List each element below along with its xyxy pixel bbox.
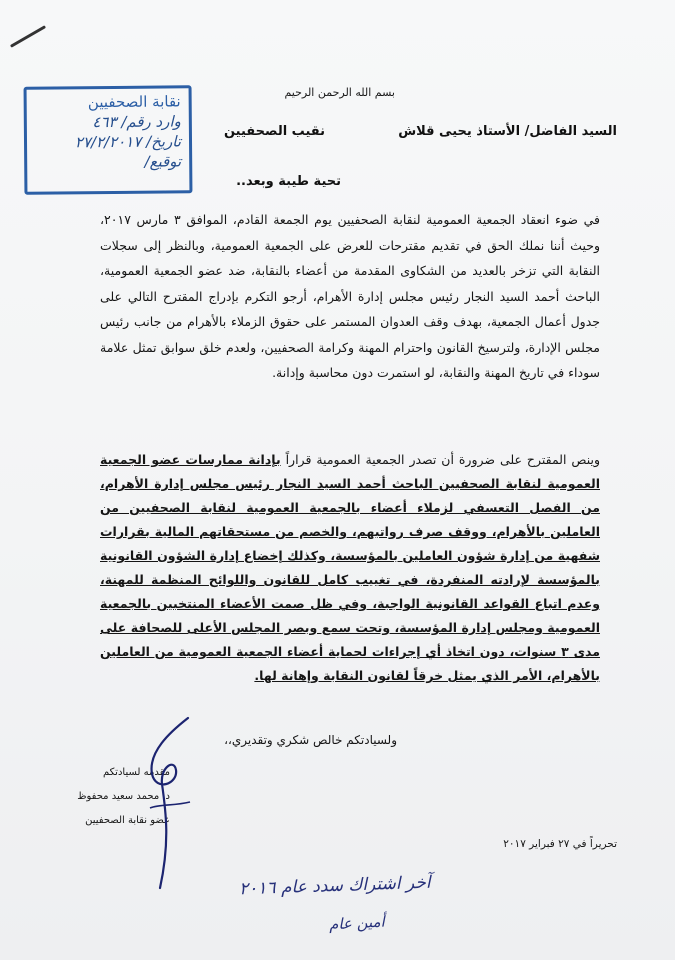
stamp-line-4: توقيع/ (144, 152, 182, 171)
handwritten-note: آخر اشتراك سدد عام ٢٠١٦ (239, 872, 432, 900)
paragraph-2-lead: وينص المقترح على ضرورة أن تصدر الجمعية العمومية قراراً (285, 452, 600, 467)
receipt-stamp (24, 85, 193, 194)
paragraph-2 (100, 448, 600, 688)
greeting: تحية طيبة وبعد.. (236, 174, 341, 189)
addressee: السيد الفاضل/ الأستاذ يحيى قلاش (398, 124, 617, 139)
handwritten-note-2: أمين عام (328, 912, 386, 934)
handwritten-signature (130, 712, 210, 892)
bismillah: بسم الله الرحمن الرحيم (284, 86, 395, 99)
sig-line-1: مقدمه لسيادتكم (102, 767, 170, 778)
sig-line-2: د. محمد سعيد محفوظ (77, 791, 170, 802)
pen-mark (10, 25, 46, 48)
sig-line-3: عضو نقابة الصحفيين (85, 815, 170, 826)
date-line: تحريراً في ٢٧ فبراير ٢٠١٧ (503, 838, 617, 850)
stamp-line-3: تاريخ/ ٢٧/٢/٢٠١٧ (74, 132, 182, 152)
paragraph-1: في ضوء انعقاد الجمعية العمومية لنقابة الصحفيين يوم الجمعة القادم، الموافق ٣ مارس ٢٠١٧، وحيث أننا نملك الحق في تقديم مقترحات للعرض على الجمعية العمومية، وبالنظر إلى سجلات النقابة التي تزخر بالعديد من الشكاوى المقدمة من أعضاء بالنقابة، ضد عضو الجمعية العمومية، الباحث أحمد السيد النجار رئيس مجلس إدارة الأهرام، أرجو التكرم بإدراج المقترح التالي على جدول أعمال الجمعية، بهدف وقف العدوان المستمر على حقوق الزملاء بالأهرام من جانب رئيس مجلس الإدارة، ولترسيخ القانون واحترام المهنة وكرامة الصحفيين، ولعدم خلق سوابق تمثل علامة سوداء في تاريخ المهنة والنقابة، لو استمرت دون محاسبة وإدانة. (100, 212, 600, 380)
paragraph-2-body: بإدانة ممارسات عضو الجمعية العمومية لنقابة الصحفيين الباحث أحمد السيد النجار رئيس مجلس إدارة الأهرام، من الفصل التعسفي لزملاء أعضاء بالجمعية العمومية لنقابة الصحفيين من العاملين بالأهرام، ووقف صرف رواتبهم، والخصم من مستحقاتهم المالية بقرارات شفهية من إدارة شؤون العاملين بالمؤسسة، وكذلك إخضاع إدارة الشؤون القانونية بالمؤسسة لإرادته المنفردة، في تغييب كامل للقانون واللوائح المنظمة للمهنة، وعدم اتباع القواعد القانونية الواجبة، وفي ظل صمت الأعضاء المنتخبين بالجمعية العمومية ومجلس إدارة المؤسسة، وتحت سمع وبصر المجلس الأعلى للصحافة على مدى ٣ سنوات، دون اتخاذ أي إجراءات لحماية أعضاء الجمعية العمومية من العاملين بالأهرام، الأمر الذي يمثل خرقاً لقانون النقابة وإهانة لها. (100, 452, 600, 683)
stamp-line-2: وارد رقم/ ٤٦٣ (92, 112, 181, 132)
stamp-line-1: نقابة الصحفيين (87, 92, 181, 112)
addressee-title: نقيب الصحفيين (223, 124, 325, 139)
closing: ولسيادتكم خالص شكري وتقديري،، (224, 733, 397, 747)
